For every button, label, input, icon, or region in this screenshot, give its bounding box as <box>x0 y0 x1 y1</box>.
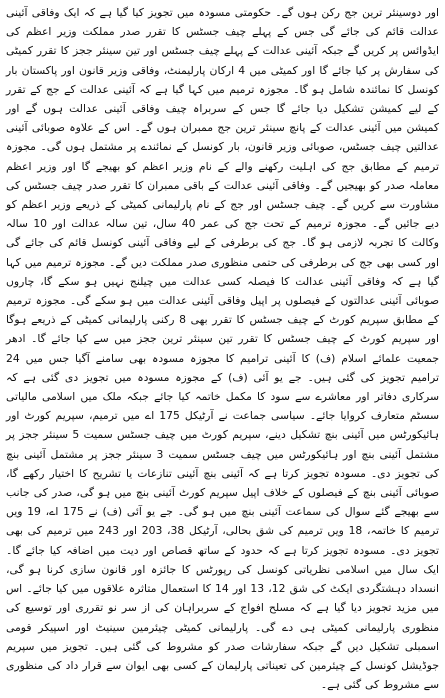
article-body: اور دوسینئر ترین جج رکن ہوں گے۔ حکومتی مسودہ میں تجویز کیا گیا ہے کہ ایک وفاقی آئینی عدالت قائم کی جائے گی جس کے پہلے چیف جسٹس کا تقرر صدر مملکت وزیر اعظم کی ایڈوائس پر کریں گے جبکہ آئینی عدالت کے پہلے چیف جسٹس اور تین سینئر ججز کا تقرر کمیٹی کی سفارش پر کیا جائے گا اور کمیٹی میں 4 ارکان پارلیمنٹ، وفاقی وزیر قانون اور پاکستان بار کونسل کا نمائندہ شامل ہو گا۔ مجوزہ ترمیم میں کہا گیا ہے کہ آئینی عدالت کے جج کے تقرر کے لیے کمیشن تشکیل دیا جائے گا جس کے سربراہ چیف وفاقی آئینی عدالت ہوں گے اور کمیشن میں آئینی عدالت کے پانچ سینئر ترین جج ممبران ہوں گے۔ اس کے علاوہ صوبائی آئینی عدالتیں چیف جسٹس، صوبائی وزیر قانون، بار کونسل کے نمائندے پر مشتمل ہوں گی۔ مجوزہ ترمیم کے مطابق جج کی اہلیت رکھنے والے کے نام وزیر اعظم کو بھیجے گا اور وزیر اعظم معاملہ صدر کو بھیجیں گے۔ وفاقی آئینی عدالت کے باقی ممبران کا تقرر صدر چیف جسٹس کی مشاورت سے کریں گے۔ چیف جسٹس اور جج کے نام پارلیمانی کمیٹی کے ذریعے وزیر اعظم کو دیے جائیں گے۔ مجوزہ ترمیم کے تحت جج کی عمر 40 سال، تین سالہ عدالت اور 10 سالہ وکالت کا تجربہ لازمی ہو گا۔ جج کی برطرفی کے لیے وفاقی آئینی کونسل قائم کی جائے گی اور کسی بھی جج کی برطرفی کی حتمی منظوری صدر مملکت دیں گے۔ مجوزہ ترمیم میں کہا گیا ہے کہ وفاقی آئینی عدالت کا فیصلہ کسی عدالت میں چیلنج نہیں ہو سکے گا، چاروں صوبائی آئینی عدالتوں کے فیصلوں پر اپیل وفاقی آئینی عدالت میں ہو سکے گی۔ مجوزہ ترمیم کے مطابق سپریم کورٹ کے چیف جسٹس کا تقرر بھی 8 رکنی پارلیمانی کمیٹی کے ذریعے ہوگا اور سپریم کورٹ کے چیف جسٹس کا تقرر تین سینئر ترین ججز میں سے کیا جائے گا۔ ادھر جمعیت علمائے اسلام (ف) کا آئینی ترامیم کا مجوزہ مسودہ بھی سامنے آگیا جس میں 24 ترامیم تجویز کی گئی ہیں۔ جے یو آئی (ف) کے مجوزہ مسودہ میں تجویز دی گئی ہے کہ سرکاری دفاتر اور معاشرے سے سود کا مکمل خاتمہ کیا جائے جبکہ ملک میں اسلامی مالیاتی سسٹم متعارف کروایا جائے۔ سیاسی جماعت نے آرٹیکل 175 اے میں ترمیم، سپریم کورٹ اور ہائیکورٹس میں آئینی بنچ تشکیل دینے، سپریم کورٹ میں چیف جسٹس سمیت 5 سینئر ججز پر مشتمل آئینی بنچ اور ہائیکورٹس میں چیف جسٹس سمیت 3 سینئر ججز پر مشتمل آئینی بنچ کی تجویز دی۔ مسودہ تجویز کرتا ہے کہ آئینی بنچ آئینی تنازعات یا تشریح کا اختیار رکھے گا، صوبائی آئینی بنچ کے فیصلوں کے خلاف اپیل سپریم کورٹ آئینی بنچ میں ہو گی، صدر کی جانب سے بھیجے گئے سوال کی سماعت آئینی بنچ میں ہو گی۔ جے یو آئی (ف) نے 175 اے، 19 ویں ترمیم کا خاتمہ، 18 ویں ترمیم کی شق بحالی، آرٹیکل 38، 203 اور 243 میں ترمیم کی بھی تجویز دی۔ مسودہ تجویز کرتا ہے کہ حدود کے ساتھ قصاص اور دیت میں اضافہ کیا جائے گا۔ ایک سال میں اسلامی نظریاتی کونسل کی رپورٹس کا جائزہ اور قانون سازی کرنا ہو گی، انسداد دہشتگردی ایکٹ کی شق 12، 13 اور 14 کا استعمال متاثرہ علاقوں میں کیا جائے۔ اس میں مزید تجویز دیا گیا ہے کہ مسلح افواج کے سربراہان کی از سر نو تقرری اور توسیع کی منظوری پارلیمانی کمیٹی ہی دے گی۔ پارلیمانی کمیٹی چیئرمین سینیٹ اور اسپیکر قومی اسمبلی تشکیل دیں گے جبکہ سفارشات صدر کو مشروط کی گئی ہیں۔ تجویز میں سپریم جوڈیشل کونسل کے چیئرمین کی تعیناتی پارلیمان کے کسی بھی ایوان سے قرار داد کی منظوری سے مشروط کی گئی ہے۔ <box>6 6 440 692</box>
